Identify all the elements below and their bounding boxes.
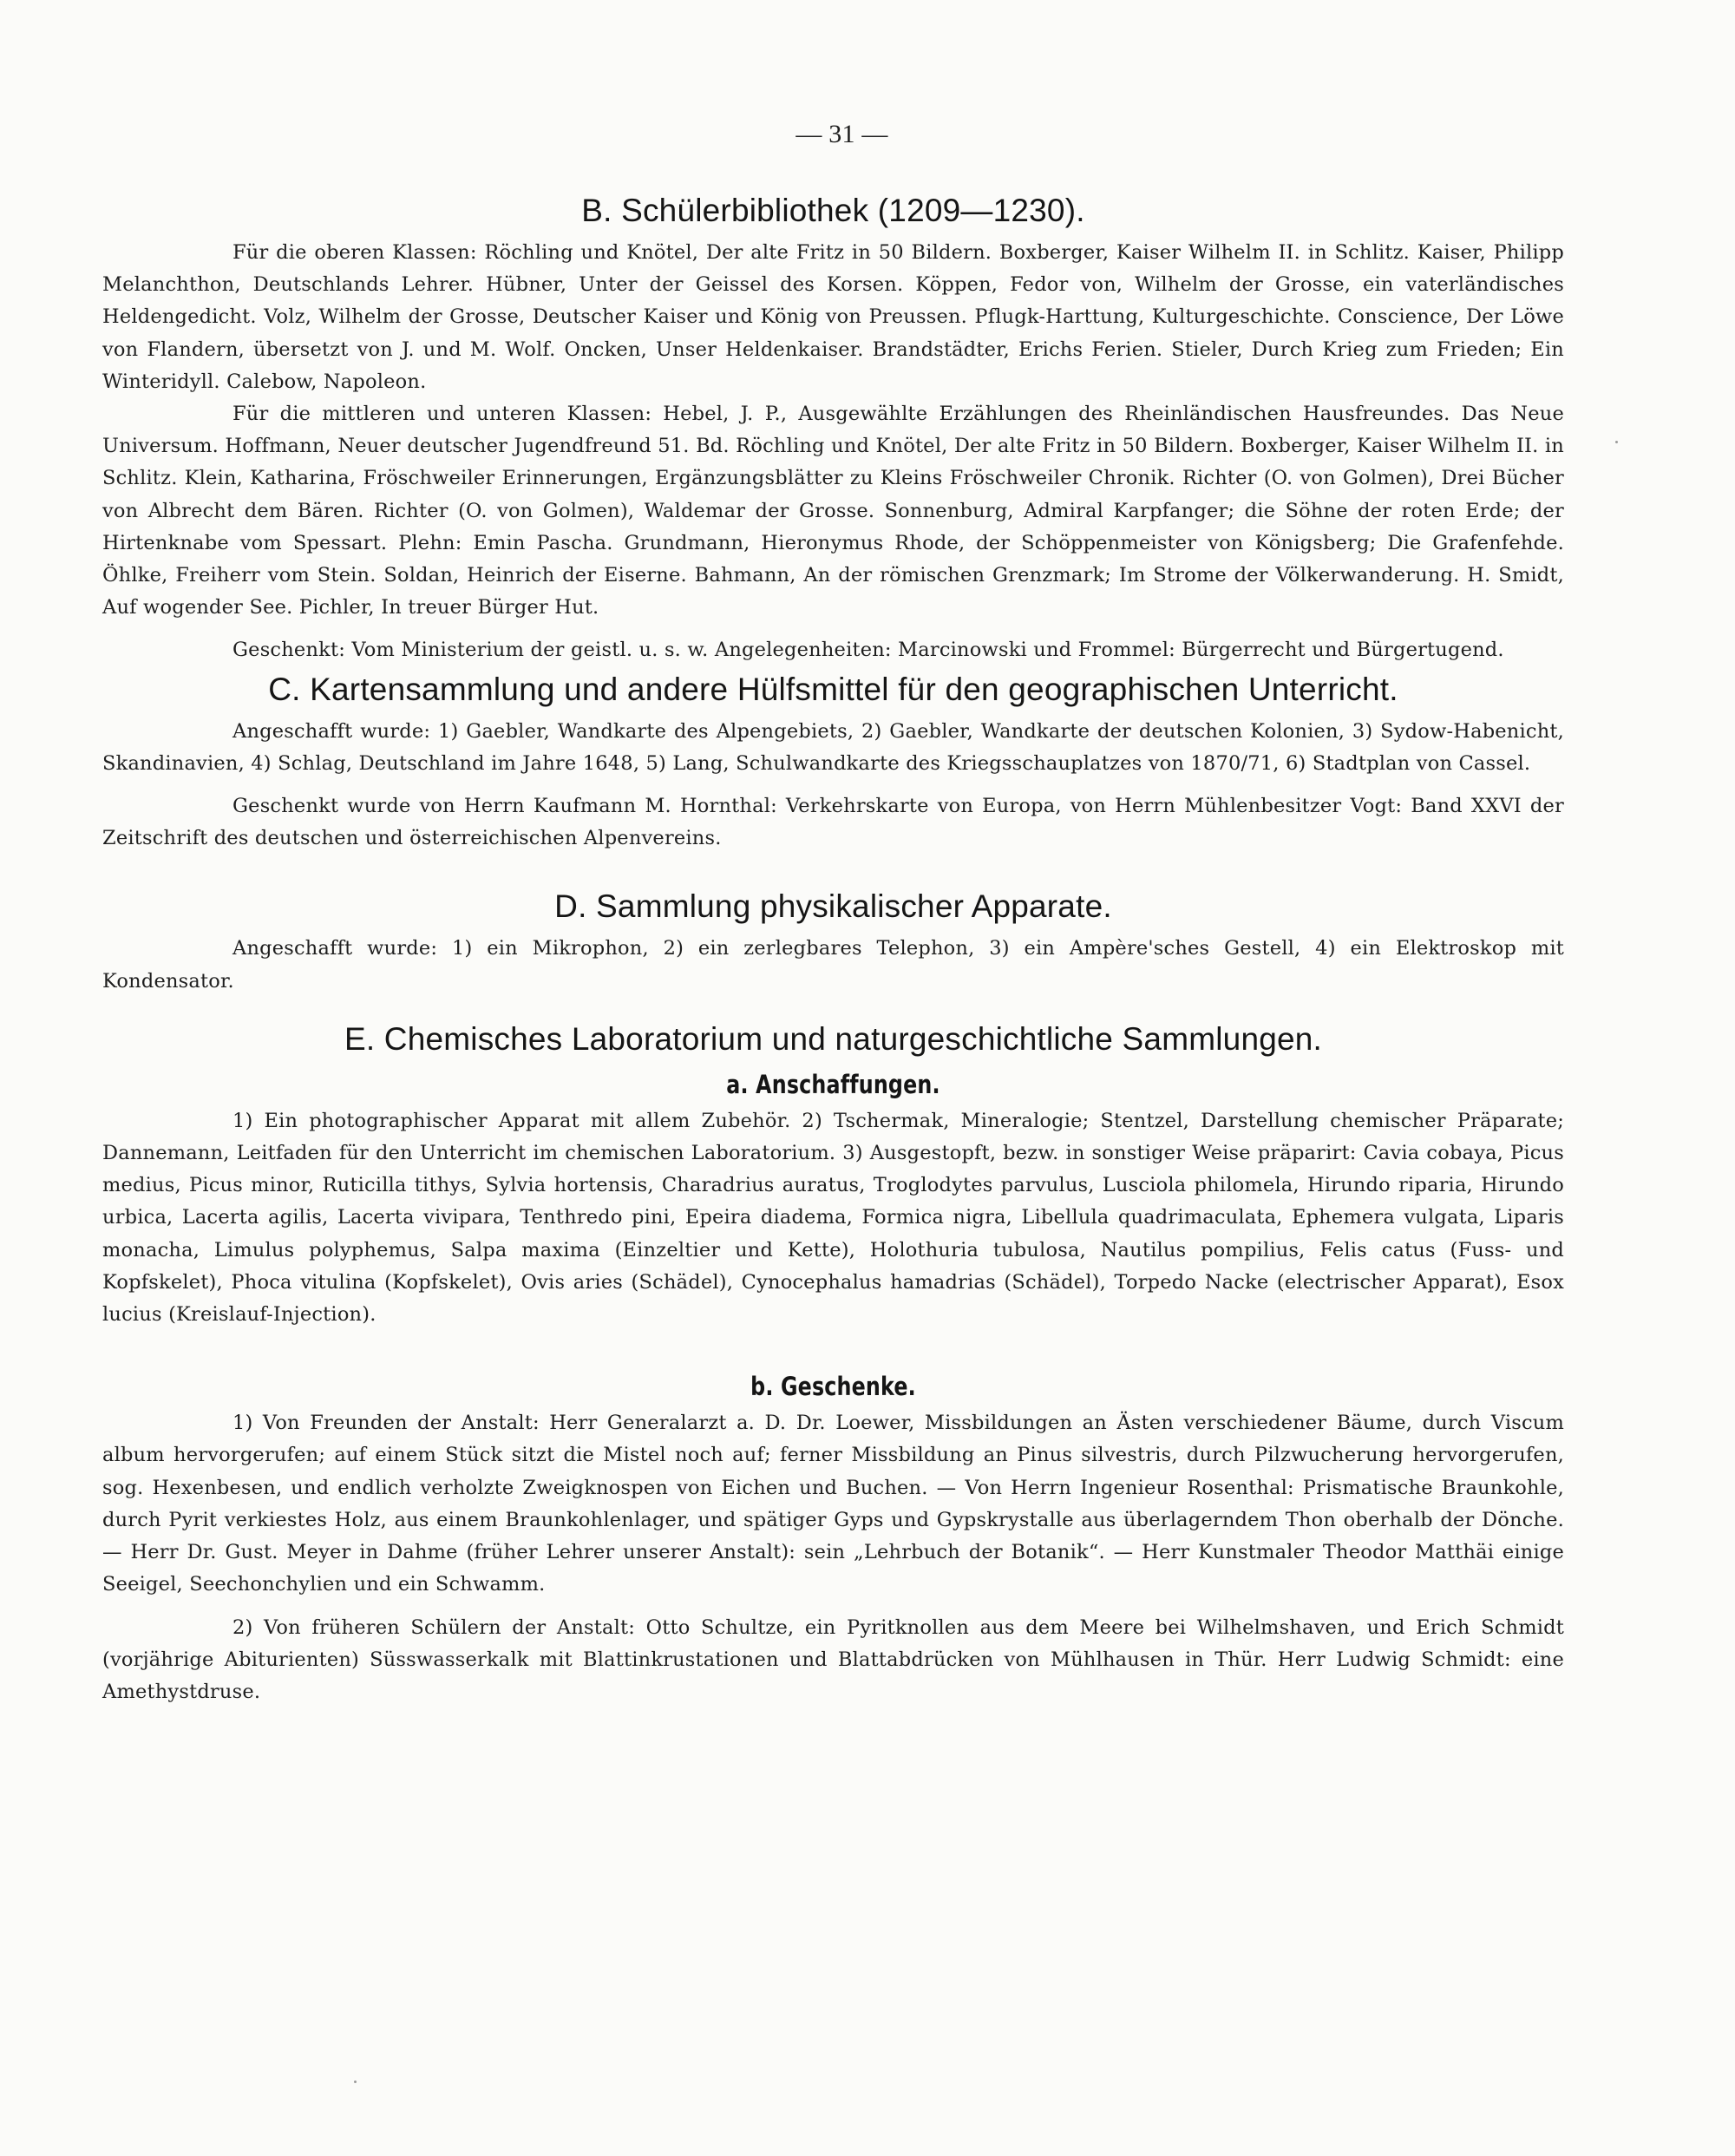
- paragraph-c-2: Geschenkt wurde von Herrn Kaufmann M. Hornthal: Verkehrskarte von Europa, von Herrn Mühlenbesitzer Vogt: Band XXVI der Zeitschrift des deutschen und österreichischen Alpenvereins.: [102, 795, 1564, 850]
- page-number: — 31 —: [795, 120, 888, 148]
- page-content: [102, 117, 1564, 1708]
- section-heading-c: C. Kartensammlung und andere Hülfsmittel für den geographischen Unterricht.: [268, 671, 1398, 707]
- scan-speck: [354, 2081, 357, 2083]
- paragraph-e-a-1: 1) Ein photographischer Apparat mit allem Zubehör. 2) Tschermak, Mineralogie; Stentzel, Darstellung chemischer Präparate; Dannemann, Leitfaden für den Unterricht im chemischen Laboratorium. 3) Ausgestopft, bezw. in sonstiger Weise präparirt: Cavia cobaya, Picus medius, Picus minor, Ruticilla tithys, Sylvia hortensis, Charadrius auratus, Troglodytes parvulus, Lusciola philomela, Hirundo riparia, Hirundo urbica, Lacerta agilis, Lacerta vivipara, Tenthredo pini, Epeira diadema, Formica nigra, Libellula quadrimaculata, Ephemera vulgata, Liparis monacha, Limulus polyphemus, Salpa maxima (Einzeltier und Kette), Holothuria tubulosa, Nautilus pompilius, Felis catus (Fuss- und Kopfskelet), Phoca vitulina (Kopfskelet), Ovis aries (Schädel), Cynocephalus hamadrias (Schädel), Torpedo Nacke (electrischer Apparat), Esox lucius (Kreislauf-Injection).: [102, 1109, 1564, 1327]
- paragraph-e-b-2: 2) Von früheren Schülern der Anstalt: Otto Schultze, ein Pyritknollen aus dem Meere bei Wilhelmshaven, und Erich Schmidt (vorjährige Abiturienten) Süsswasserkalk mit Blattinkrustationen und Blattabdrücken von Mühlhausen in Thür. Herr Ludwig Schmidt: eine Amethystdruse.: [102, 1615, 1564, 1703]
- paragraph-b-2: Für die mittleren und unteren Klassen: Hebel, J. P., Ausgewählte Erzählungen des Rheinländischen Hausfreundes. Das Neue Universum. Hoffmann, Neuer deutscher Jugendfreund 51. Bd. Röchling und Knötel, Der alte Fritz in 50 Bildern. Boxberger, Kaiser Wilhelm II. in Schlitz. Klein, Katharina, Fröschweiler Erinnerungen, Ergänzungsblätter zu Kleins Fröschweiler Chronik. Richter (O. von Golmen), Drei Bücher von Albrecht dem Bären. Richter (O. von Golmen), Waldemar der Grosse. Sonnenburg, Admiral Karpfanger; die Söhne der roten Erde; der Hirtenknabe vom Spessart. Plehn: Emin Pascha. Grundmann, Hieronymus Rhode, der Schöppenmeister von Königsberg; Die Grafenfehde. Öhlke, Freiherr vom Stein. Soldan, Heinrich der Eiserne. Bahmann, An der römischen Grenzmark; Im Strome der Völkerwanderung. H. Smidt, Auf wogender See. Pichler, In treuer Bürger Hut.: [102, 403, 1564, 619]
- subheading-e-a: a. Anschaffungen.: [726, 1069, 940, 1099]
- paragraph-c-1: Angeschafft wurde: 1) Gaebler, Wandkarte des Alpengebiets, 2) Gaebler, Wandkarte der deutschen Kolonien, 3) Sydow-Habenicht, Skandinavien, 4) Schlag, Deutschland im Jahre 1648, 5) Lang, Schulwandkarte des Kriegsschauplatzes von 1870/71, 6) Stadtplan von Cassel.: [102, 719, 1564, 775]
- scan-speck: [1615, 441, 1618, 443]
- paragraph-d-1: Angeschafft wurde: 1) ein Mikrophon, 2) ein zerlegbares Telephon, 3) ein Ampère'sches Gestell, 4) ein Elektroskop mit Kondensator.: [102, 937, 1564, 993]
- section-heading-d: D. Sammlung physikalischer Apparate.: [554, 888, 1112, 925]
- paragraph-b-1: Für die oberen Klassen: Röchling und Knötel, Der alte Fritz in 50 Bildern. Boxberger, Kaiser Wilhelm II. in Schlitz. Kaiser, Philipp Melanchthon, Deutschlands Lehrer. Hübner, Unter der Geissel des Korsen. Köppen, Fedor von, Wilhelm der Grosse, ein vaterländisches Heldengedicht. Volz, Wilhelm der Grosse, Deutscher Kaiser und König von Preussen. Pflugk-Harttung, Kulturgeschichte. Conscience, Der Löwe von Flandern, übersetzt von J. und M. Wolf. Oncken, Unser Heldenkaiser. Brandstädter, Erichs Ferien. Stieler, Durch Krieg zum Frieden; Ein Winteridyll. Calebow, Napoleon.: [102, 241, 1564, 393]
- subheading-e-b: b. Geschenke.: [750, 1372, 916, 1402]
- paragraph-e-b-1: 1) Von Freunden der Anstalt: Herr Generalarzt a. D. Dr. Loewer, Missbildungen an Ästen verschiedener Bäume, durch Viscum album hervorgerufen; auf einem Stück sitzt die Mistel noch auf; ferner Missbildung an Pinus silvestris, durch Pilzwucherung hervorgerufen, sog. Hexenbesen, und endlich verholzte Zweigknospen von Eichen und Buchen. — Von Herrn Ingenieur Rosenthal: Prismatische Braunkohle, durch Pyrit verkiestes Holz, aus einem Braunkohlenlager, und spätiger Gyps und Gypskrystalle aus überlagerndem Thon oberhalb der Dönche. — Herr Dr. Gust. Meyer in Dahme (früher Lehrer unserer Anstalt): sein „Lehrbuch der Botanik“. — Herr Kunstmaler Theodor Matthäi einige Seeigel, Seechonchylien und ein Schwamm.: [102, 1412, 1564, 1596]
- section-heading-b: B. Schülerbibliothek (1209—1230).: [581, 193, 1085, 228]
- paragraph-b-3: Geschenkt: Vom Ministerium der geistl. u. s. w. Angelegenheiten: Marcinowski und Frommel: Bürgerrecht und Bürgertugend.: [232, 639, 1504, 662]
- section-heading-e: E. Chemisches Laboratorium und naturgeschichtliche Sammlungen.: [344, 1020, 1323, 1057]
